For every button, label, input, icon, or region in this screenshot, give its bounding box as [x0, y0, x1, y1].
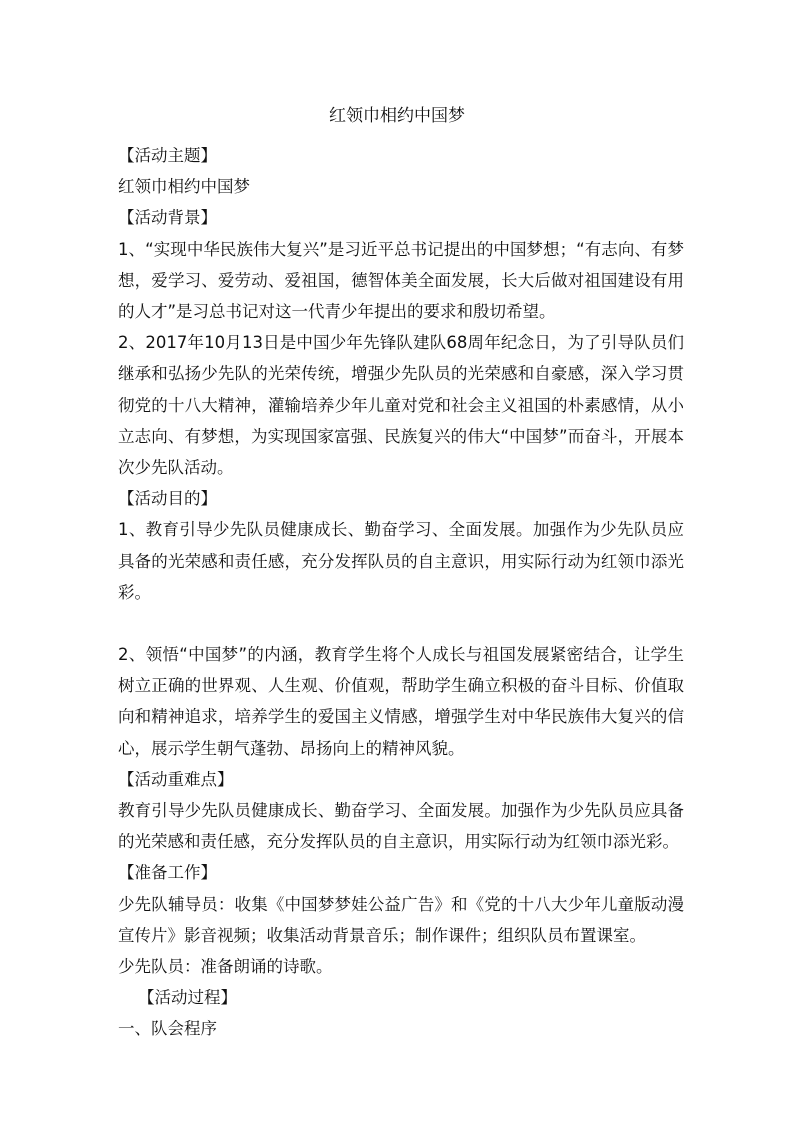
document-body [118, 140, 684, 1045]
goal-paragraph-1: 1、教育引导少先队员健康成长、勤奋学习、全面发展。加强作为少先队员应具备的光荣感和责任感，充分发挥队员的自主意识，用实际行动为红领巾添光彩。 [118, 520, 684, 602]
background-heading: 【活动背景】 [118, 208, 217, 228]
blank-line [118, 608, 684, 639]
prep-paragraph-2: 少先队员：准备朗诵的诗歌。 [118, 957, 333, 977]
goal-paragraph-2: 2、领悟“中国梦”的内涵，教育学生将个人成长与祖国发展紧密结合，让学生树立正确的世界观、人生观、价值观，帮助学生确立积极的奋斗目标、价值取向和精神追求，培养学生的爱国主义情感，增强学生对中华民族伟大复兴的信心，展示学生朝气蓬勃、昂扬向上的精神风貌。 [118, 645, 684, 758]
focus-heading: 【活动重难点】 [118, 769, 234, 789]
process-item-1: 一、队会程序 [118, 1019, 217, 1039]
background-paragraph-1: 1、“实现中华民族伟大复兴”是习近平总书记提出的中国梦想；“有志向、有梦想，爱学习、爱劳动、爱祖国，德智体美全面发展，长大后做对祖国建设有用的人才”是习总书记对这一代青少年提出的要求和殷切希望。 [118, 239, 684, 322]
goal-heading: 【活动目的】 [118, 489, 217, 509]
document-title: 红领巾相约中国梦 [329, 106, 465, 126]
focus-text: 教育引导少先队员健康成长、勤奋学习、全面发展。加强作为少先队员应具备的光荣感和责任感，充分发挥队员的自主意识，用实际行动为红领巾添光彩。 [118, 801, 684, 852]
background-paragraph-2: 2、2017年10月13日是中国少年先锋队建队68周年纪念日，为了引导队员们继承和弘扬少先队的光荣传统，增强少先队员的光荣感和自豪感，深入学习贯彻党的十八大精神，灌输培养少年儿童对党和社会主义祖国的朴素感情，从小立志向、有梦想，为实现国家富强、民族复兴的伟大“中国梦”而奋斗，开展本次少先队活动。 [118, 333, 684, 478]
prep-heading: 【准备工作】 [118, 863, 217, 883]
theme-text: 红领巾相约中国梦 [118, 177, 250, 197]
process-heading: 【活动过程】 [138, 988, 237, 1008]
theme-heading: 【活动主题】 [118, 146, 217, 165]
prep-paragraph-1: 少先队辅导员：收集《中国梦梦娃公益广告》和《党的十八大少年儿童版动漫宣传片》影音视频；收集活动背景音乐；制作课件；组织队员布置课室。 [118, 894, 684, 945]
